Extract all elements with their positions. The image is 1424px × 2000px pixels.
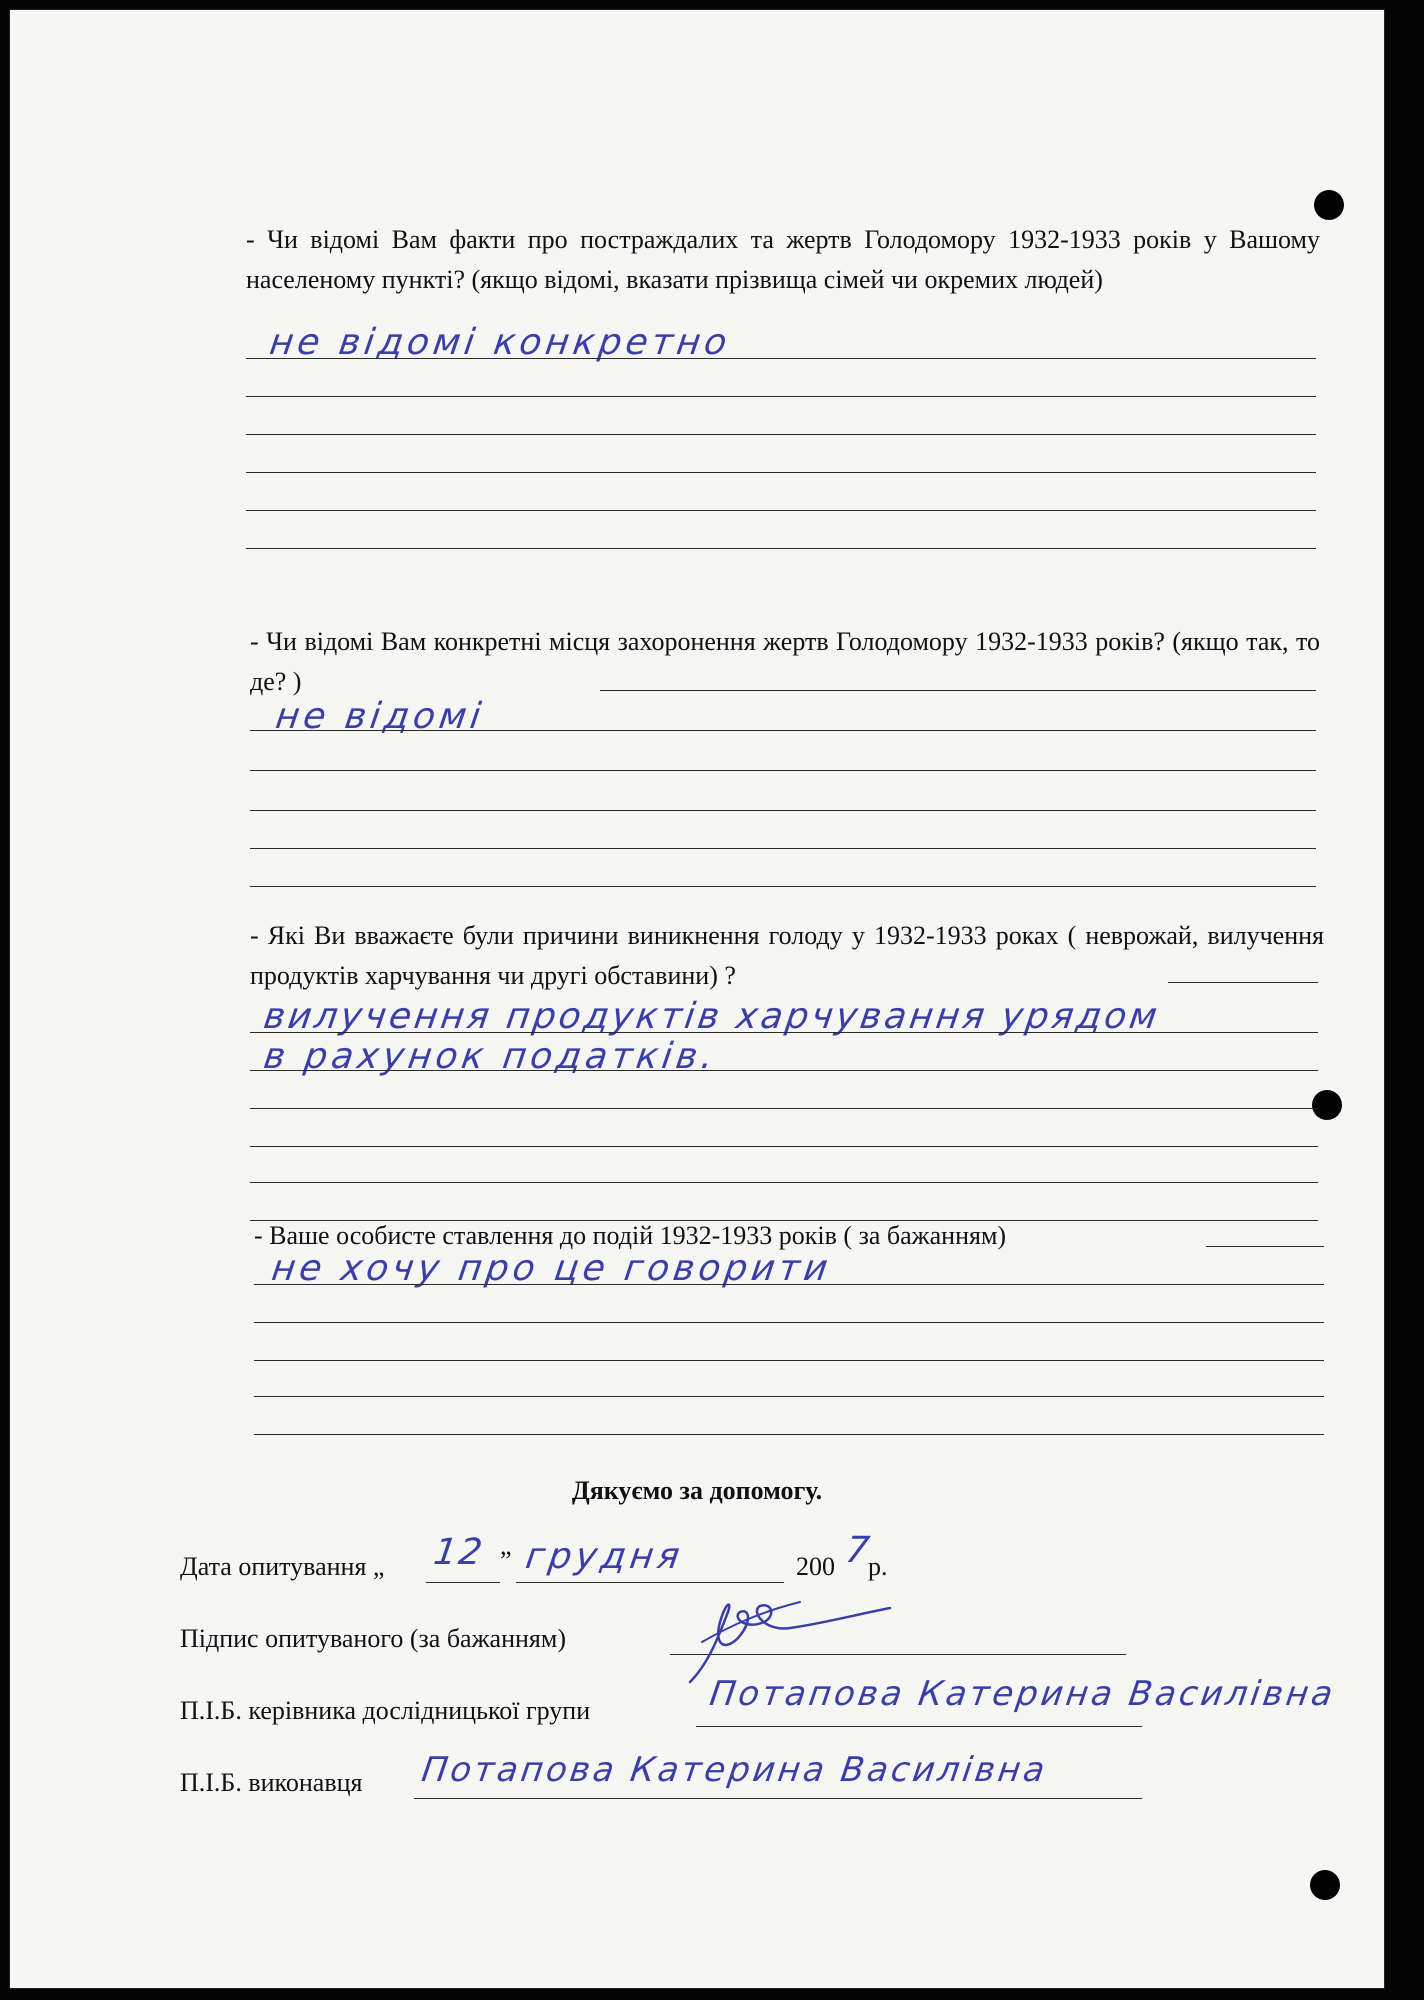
answer-line bbox=[246, 510, 1316, 511]
punch-hole-middle bbox=[1312, 1090, 1342, 1120]
survey-date-label: Дата опитування „ bbox=[180, 1552, 385, 1581]
answer-line bbox=[600, 690, 1316, 691]
question-2-answer: не відомі bbox=[273, 696, 488, 737]
answer-line bbox=[1206, 1246, 1324, 1247]
survey-date-day: 12 bbox=[431, 1532, 487, 1573]
answer-line bbox=[246, 472, 1316, 473]
punch-hole-bottom bbox=[1310, 1870, 1340, 1900]
answer-line bbox=[250, 730, 1316, 731]
survey-date-suffix: р. bbox=[868, 1552, 888, 1581]
answer-line bbox=[254, 1322, 1324, 1323]
answer-line bbox=[250, 1108, 1318, 1109]
survey-date-quote: ” bbox=[500, 1546, 512, 1575]
question-1-answer: не відомі конкретно bbox=[267, 322, 734, 363]
question-3-answer-line-2: в рахунок податків. bbox=[261, 1036, 720, 1077]
questionnaire-page bbox=[10, 10, 1384, 1988]
research-group-head-name: Потапова Катерина Василівна bbox=[707, 1674, 1339, 1714]
answer-line bbox=[250, 886, 1316, 887]
thanks-heading: Дякуємо за допомогу. bbox=[571, 1476, 823, 1505]
question-2-text: - Чи відомі Вам конкретні місця захоронення жертв Голодомору 1932-1933 років? (якщо так, то де? ) bbox=[250, 627, 1320, 696]
answer-line bbox=[246, 358, 1316, 359]
question-3-answer-line-1: вилучення продуктів харчування урядом bbox=[261, 996, 1163, 1037]
answer-line bbox=[250, 770, 1316, 771]
answer-line bbox=[246, 548, 1316, 549]
answer-line bbox=[250, 1032, 1318, 1033]
executor-name-line bbox=[414, 1798, 1142, 1799]
survey-date-year-prefix: 200 bbox=[796, 1552, 835, 1581]
answer-line bbox=[254, 1360, 1324, 1361]
answer-line bbox=[246, 396, 1316, 397]
research-group-head-label: П.І.Б. керівника дослідницької групи bbox=[180, 1696, 591, 1725]
answer-line bbox=[250, 1146, 1318, 1147]
executor-label: П.І.Б. виконавця bbox=[180, 1768, 363, 1797]
executor-name: Потапова Катерина Василівна bbox=[419, 1750, 1051, 1790]
respondent-signature-label: Підпис опитуваного (за бажанням) bbox=[180, 1624, 566, 1653]
answer-line bbox=[250, 810, 1316, 811]
survey-date-month: грудня bbox=[523, 1536, 687, 1577]
answer-line bbox=[254, 1284, 1324, 1285]
answer-line bbox=[254, 1434, 1324, 1435]
question-3-text: - Які Ви вважаєте були причини виникнення голоду у 1932-1933 роках ( неврожай, вилучення продуктів харчування чи другі обставини) ? bbox=[250, 921, 1324, 990]
answer-line bbox=[246, 434, 1316, 435]
survey-date-year-digit: 7 bbox=[843, 1530, 872, 1571]
answer-line bbox=[1168, 982, 1318, 983]
answer-line bbox=[250, 848, 1316, 849]
answer-line bbox=[254, 1396, 1324, 1397]
date-day-line bbox=[426, 1582, 500, 1583]
question-1-text: - Чи відомі Вам факти про постраждалих та жертв Голодомору 1932-1933 років у Вашому населеному пункті? (якщо відомі, вказати прізвища сімей чи окремих людей) bbox=[246, 225, 1320, 294]
punch-hole-top bbox=[1314, 190, 1344, 220]
answer-line bbox=[250, 1182, 1318, 1183]
question-4-text: - Ваше особисте ставлення до подій 1932-1933 років ( за бажанням) bbox=[254, 1221, 1007, 1250]
head-name-line bbox=[696, 1726, 1142, 1727]
question-4-answer: не хочу про це говорити bbox=[269, 1248, 835, 1289]
answer-line bbox=[250, 1070, 1318, 1071]
